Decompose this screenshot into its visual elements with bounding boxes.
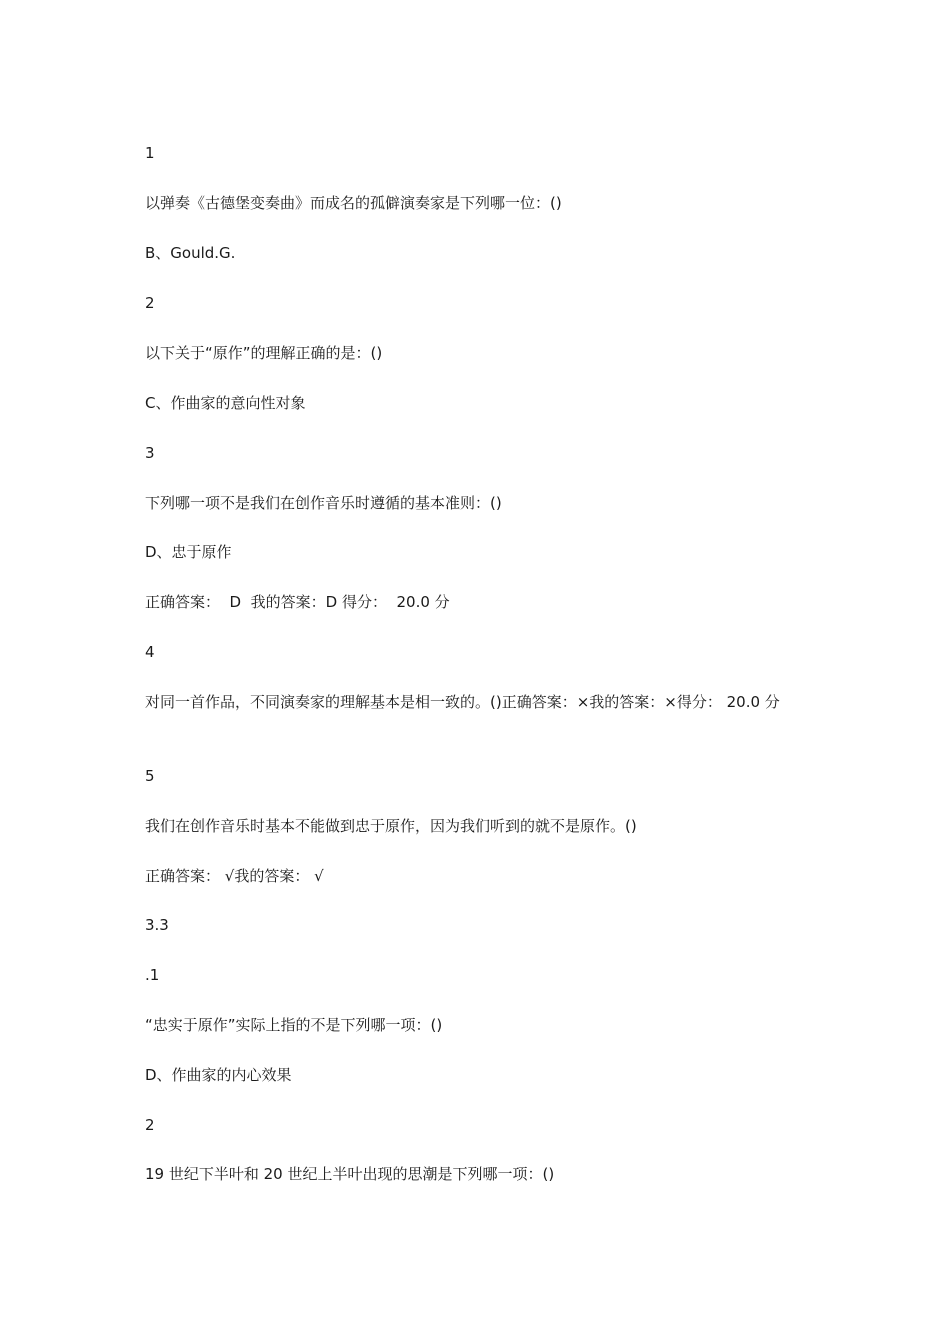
score-line-3: 正确答案： D 我的答案：D 得分： 20.0 分 [145, 593, 450, 611]
question-text-2: 以下关于“原作”的理解正确的是：() [145, 344, 383, 362]
question-number-3-3-1: .1 [145, 966, 160, 984]
question-number-2: 2 [145, 294, 155, 312]
section-heading-3-3: 3.3 [145, 916, 169, 934]
question-text-3-3-2: 19 世纪下半叶和 20 世纪上半叶出现的思潮是下列哪一项：() [145, 1165, 555, 1183]
question-text-3: 下列哪一项不是我们在创作音乐时遵循的基本准则：() [145, 494, 502, 512]
question-text-5: 我们在创作音乐时基本不能做到忠于原作，因为我们听到的就不是原作。() [145, 817, 637, 835]
question-number-3: 3 [145, 444, 155, 462]
question-text-4: 对同一首作品，不同演奏家的理解基本是相一致的。()正确答案：×我的答案：×得分： 20.0 分 [145, 693, 780, 711]
answer-3-3-1: D、作曲家的内心效果 [145, 1066, 292, 1084]
question-number-5: 5 [145, 767, 155, 785]
question-number-4: 4 [145, 643, 155, 661]
question-number-3-3-2: 2 [145, 1116, 155, 1134]
question-text-1: 以弹奏《古德堡变奏曲》而成名的孤僻演奏家是下列哪一位：() [145, 194, 562, 212]
answer-1: B、Gould.G. [145, 244, 236, 262]
answer-3: D、忠于原作 [145, 543, 232, 561]
score-line-5: 正确答案： √我的答案： √ [145, 867, 324, 885]
question-text-3-3-1: “忠实于原作”实际上指的不是下列哪一项：() [145, 1016, 443, 1034]
question-number-1: 1 [145, 144, 155, 162]
answer-2: C、作曲家的意向性对象 [145, 394, 306, 412]
